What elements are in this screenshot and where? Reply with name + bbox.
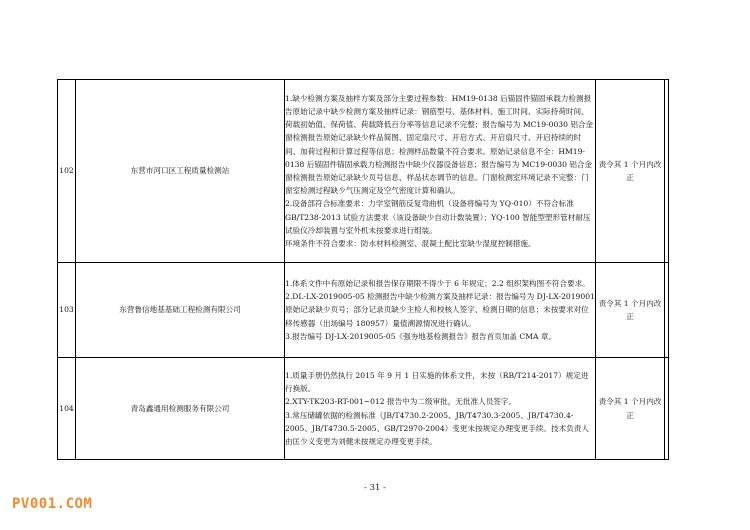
table-row	[58, 80, 669, 263]
watermark-logo: PV001.COM	[12, 496, 93, 512]
issue-item: 1.缺少检测方案及抽样方案及部分主要过程参数：HM19-0138 后锚固件锚固承载力检测报告原始记录中缺少检测方案及抽样记录：钢筋型号、基体材料、施工时间、实际持荷时间、荷载初始值、保荷值、荷载降低百分率等信息记录不完整；报告编号为 MC19-0030 铝合金窗检测报告原始记录缺少样品简图、固定扇尺寸、开启方式、开启扇尺寸、开启持续的时间、加荷过程和计算过程等信息；检测样品数量不符合要求。原始记录信息不全：HM19-0138 后锚固件锚固承载力检测报告中缺少仪器设备信息；报告编号为 MC19-0030 铝合金窗检测报告原始记录缺少页号信息、样品状态调节的信息。门窗检测室环境记录不完整：门窗室检测过程缺少气压测定及空气密度计算和确认。	[285, 93, 594, 196]
blank-cell	[665, 80, 669, 263]
issue-item: 环境条件不符合要求：防水材料检测室、混凝土配比室缺少湿度控制措施。	[285, 239, 536, 249]
issue-list	[285, 80, 596, 263]
issue-item: 3.常压储罐依据的检测标准（JB/T4730.2-2005、JB/T4730.3-2005、JB/T4730.4-2005、JB/T4730.5-2005、GB/T2970-2004）变更未按规定办理变更手续。技术负责人由匡少义变更为刘健未按规定办理变更手续。	[285, 410, 589, 446]
issue-item: 1.质量手册仍然执行 2015 年 9 月 1 日实施的体系文件，未按（RB/T214-2017）规定进行换版。	[285, 370, 589, 394]
row-number: 102	[58, 80, 76, 263]
corrective-action: 责令其 1 个月内改正	[596, 358, 665, 460]
issue-item: 3.报告编号 DJ-LX-2019005-05《强夯地基检测报告》报告首页加盖 CMA 章。	[285, 331, 557, 341]
company-name: 东营市河口区工程质量检测站	[76, 80, 285, 263]
row-number: 103	[58, 263, 76, 358]
corrective-action: 责令其 1 个月内改正	[596, 80, 665, 263]
corrective-action: 责令其 1 个月内改正	[596, 263, 665, 358]
issue-item: 2.设备部符合标准要求：力学室钢筋反复弯曲机（设备将编号为 YQ-010）不符合标准 GB/T238-2013 试验方法要求（该设备缺少自动计数装置）；YQ-100 智能型塑形管材耐压试验仪冷却装置与室外机未按要求进行组装。	[285, 199, 591, 235]
issue-item: 2.XTY-TK203-RT-001~012 报告中为二级审批，无批准人员签字。	[285, 397, 517, 407]
inspection-table	[57, 79, 669, 460]
blank-cell	[665, 263, 669, 358]
issue-list	[285, 358, 596, 460]
table-row	[58, 358, 669, 460]
table-row	[58, 263, 669, 358]
blank-cell	[665, 358, 669, 460]
row-number: 104	[58, 358, 76, 460]
issue-item: 2.DL-LX-2019005-05 检测报告中缺少检测方案及抽样记录：报告编号为 DJ-LX-2019001 原始记录缺少页号；部分记录页缺少主检人和校核人签字、检测日期的信息；未按要求对位移传感器（出场编号 180957）量值溯源情况进行确认。	[285, 292, 595, 328]
company-name: 东营鲁信地基基础工程检测有限公司	[76, 263, 285, 358]
company-name: 青岛鑫通用检测服务有限公司	[76, 358, 285, 460]
page-number: - 31 -	[364, 483, 386, 493]
issue-item: 1.体系文件中有原始记录和报告保存期限不得少于 6 年规定；2.2 组织架构图不符合要求。	[285, 278, 590, 288]
issue-list	[285, 263, 596, 358]
